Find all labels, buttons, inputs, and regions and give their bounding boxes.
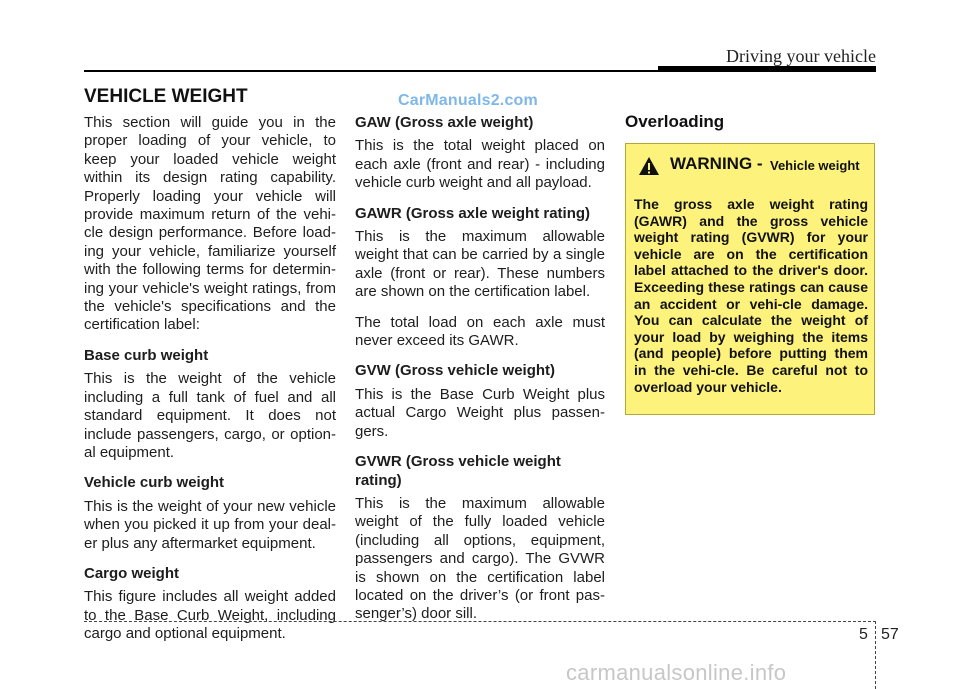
gawr-text-1: This is the maximum allowable weight that can be carried by a single axle (front or rear). These numbers are shown on the certification label. [355, 228, 605, 301]
section-title: VEHICLE WEIGHT [84, 86, 248, 107]
gvw-heading: GVW (Gross vehicle weight) [355, 362, 556, 380]
gawr-text-2: The total load on each axle must never exceed its GAWR. [355, 313, 605, 350]
vehicle-curb-text: This is the weight of your new vehicle when you picked it up from your deal-er plus any aftermarket equipment. [84, 497, 336, 552]
vehicle-curb-heading: Vehicle curb weight [84, 474, 225, 492]
warning-body: The gross axle weight rating (GAWR) and the gross vehicle weight rating (GVWR) for your vehicle are on the certification label attached to the driver's door. Exceeding these ratings can cause an accident or vehi-cle damage. You can calculate the weight of your load by weighing the items (and people) before putting them in the vehi-cle. Be careful not to overload your vehicle. [634, 196, 868, 395]
gaw-heading: GAW (Gross axle weight) [355, 114, 534, 131]
column-2 [355, 114, 605, 636]
intro-paragraph: This section will guide you in the proper loading of your vehicle, to keep your loaded vehicle weight within its design rating capability. Properly loading your vehicle will provide maximum return of the vehi-cle design performance. Before load-ing your vehicle, familiarize yourself with the following terms for determin-ing your vehicle's weight ratings, from the vehicle's specifications and the certification label: [84, 114, 336, 334]
gaw-text: This is the total weight placed on each axle (front and rear) - including vehicle curb weight and all payload. [355, 137, 605, 192]
gawr-heading: GAWR (Gross axle weight rating) [355, 204, 591, 222]
watermark: CarManuals2.com [398, 92, 538, 109]
chapter-title: Driving your vehicle [726, 46, 876, 66]
warning-word: WARNING - [670, 154, 763, 173]
warning-topic: Vehicle weight [770, 158, 860, 173]
site-watermark: carmanualsonline.info [566, 660, 787, 685]
header-rule-thin [84, 70, 658, 72]
gvwr-heading: GVWR (Gross vehicle weight rating) [355, 453, 561, 489]
warning-box [625, 143, 875, 415]
column-1 [84, 114, 336, 656]
page-number: 57 [881, 626, 899, 643]
gvwr-text: This is the maximum allowable weight of the fully loaded vehicle (including all options, equipment, passengers and cargo). The GVWR is shown on the certification label located on the driver’s (or front pas-senger’s) door sill. [355, 494, 605, 623]
warning-triangle-icon [638, 156, 660, 176]
footer-divider [84, 621, 876, 622]
chapter-number: 5 [859, 626, 868, 643]
footer-vertical-divider [875, 621, 876, 689]
gvw-text: This is the Base Curb Weight plus actual Cargo Weight plus passen-gers. [355, 385, 605, 440]
base-curb-heading: Base curb weight [84, 346, 209, 364]
base-curb-text: This is the weight of the vehicle including a full tank of fuel and all standard equipment. It does not include passengers, cargo, or option-al equipment. [84, 370, 336, 461]
header-rule-thick [658, 66, 876, 72]
overloading-heading: Overloading [625, 112, 725, 131]
cargo-text: This figure includes all weight added to the Base Curb Weight, including cargo and optional equipment. [84, 588, 336, 643]
cargo-heading: Cargo weight [84, 564, 180, 582]
